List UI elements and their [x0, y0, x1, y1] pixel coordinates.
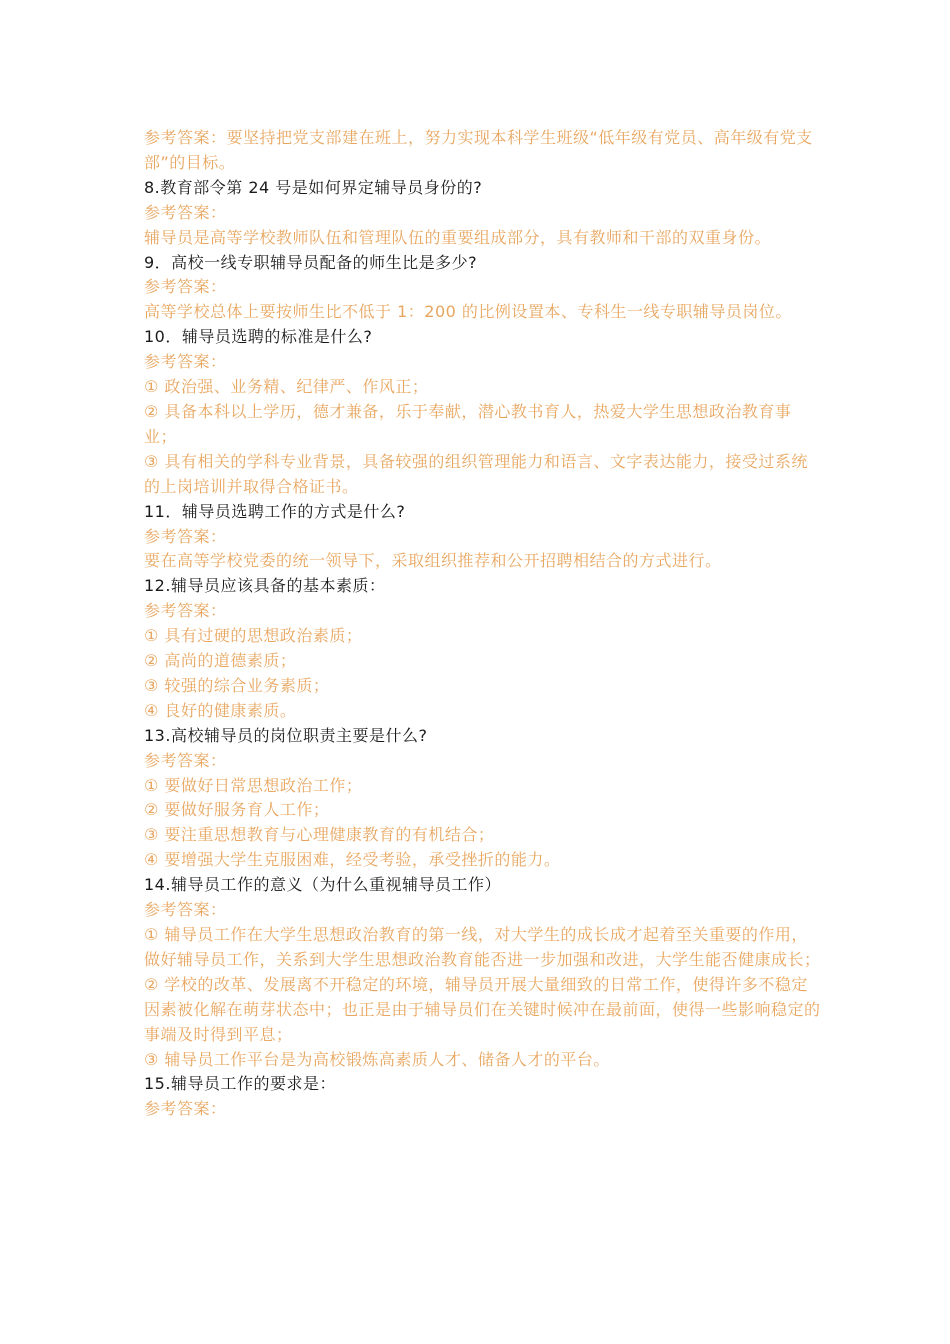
answer-text: ② 要做好服务育人工作； [144, 800, 330, 820]
answer-text: 高等学校总体上要按师生比不低于 1：200 的比例设置本、专科生一线专职辅导员岗位。 [144, 302, 792, 322]
answer-text: 参考答案： [144, 601, 227, 621]
answer-text: ② 学校的改革、发展离不开稳定的环境，辅导员开展大量细致的日常工作，使得许多不稳定因素被化解在萌芽状态中；也正是由于辅导员们在关键时候冲在最前面，使得一些影响稳定的事端及时得到平息； [144, 974, 821, 1044]
question-text: 15.辅导员工作的要求是： [144, 1074, 336, 1094]
answer-text: ③ 辅导员工作平台是为高校锻炼高素质人才、储备人才的平台。 [144, 1049, 610, 1069]
answer-text: 参考答案：要坚持把党支部建在班上，努力实现本科学生班级“低年级有党员、高年级有党支部”的目标。 [144, 128, 813, 172]
answer-text: ① 要做好日常思想政治工作； [144, 775, 363, 795]
answer-text: ③ 较强的综合业务素质； [144, 675, 330, 695]
answer-text: ④ 良好的健康素质。 [144, 700, 297, 720]
answer-text: ④ 要增强大学生克服困难，经受考验，承受挫折的能力。 [144, 850, 561, 870]
answer-text: ③ 具有相关的学科专业背景，具备较强的组织管理能力和语言、文字表达能力，接受过系统的上岗培训并取得合格证书。 [144, 451, 808, 496]
answer-text: 参考答案： [144, 750, 227, 770]
answer-text: ① 政治强、业务精、纪律严、作风正； [144, 377, 429, 397]
answer-text: ③ 要注重思想教育与心理健康教育的有机结合； [144, 825, 495, 845]
question-text: 8.教育部令第 24 号是如何界定辅导员身份的? [144, 177, 483, 197]
question-text: 12.辅导员应该具备的基本素质： [144, 576, 386, 596]
question-text: 10．辅导员选聘的标准是什么? [144, 327, 373, 347]
answer-text: 参考答案： [144, 202, 227, 222]
document-body [144, 126, 824, 1122]
answer-text: 参考答案： [144, 352, 227, 372]
question-text: 13.高校辅导员的岗位职责主要是什么? [144, 725, 428, 745]
question-text: 9．高校一线专职辅导员配备的师生比是多少? [144, 252, 478, 272]
answer-text: ① 具有过硬的思想政治素质； [144, 626, 363, 646]
answer-text: ① 辅导员工作在大学生思想政治教育的第一线，对大学生的成长成才起着至关重要的作用，做好辅导员工作，关系到大学生思想政治教育能否进一步加强和改进，大学生能否健康成长； [144, 925, 821, 969]
answer-text: 参考答案： [144, 900, 227, 920]
question-text: 11．辅导员选聘工作的方式是什么? [144, 501, 406, 521]
answer-text: ② 具备本科以上学历，德才兼备，乐于奉献，潜心教书育人，热爱大学生思想政治教育事业； [144, 401, 792, 446]
answer-text: 辅导员是高等学校教师队伍和管理队伍的重要组成部分，具有教师和干部的双重身份。 [144, 227, 772, 247]
answer-text: ② 高尚的道德素质； [144, 651, 297, 671]
question-text: 14.辅导员工作的意义（为什么重视辅导员工作） [144, 875, 501, 895]
answer-text: 参考答案： [144, 1099, 227, 1119]
answer-text: 参考答案： [144, 277, 227, 297]
answer-text: 要在高等学校党委的统一领导下，采取组织推荐和公开招聘相结合的方式进行。 [144, 551, 722, 571]
answer-text: 参考答案： [144, 526, 227, 546]
